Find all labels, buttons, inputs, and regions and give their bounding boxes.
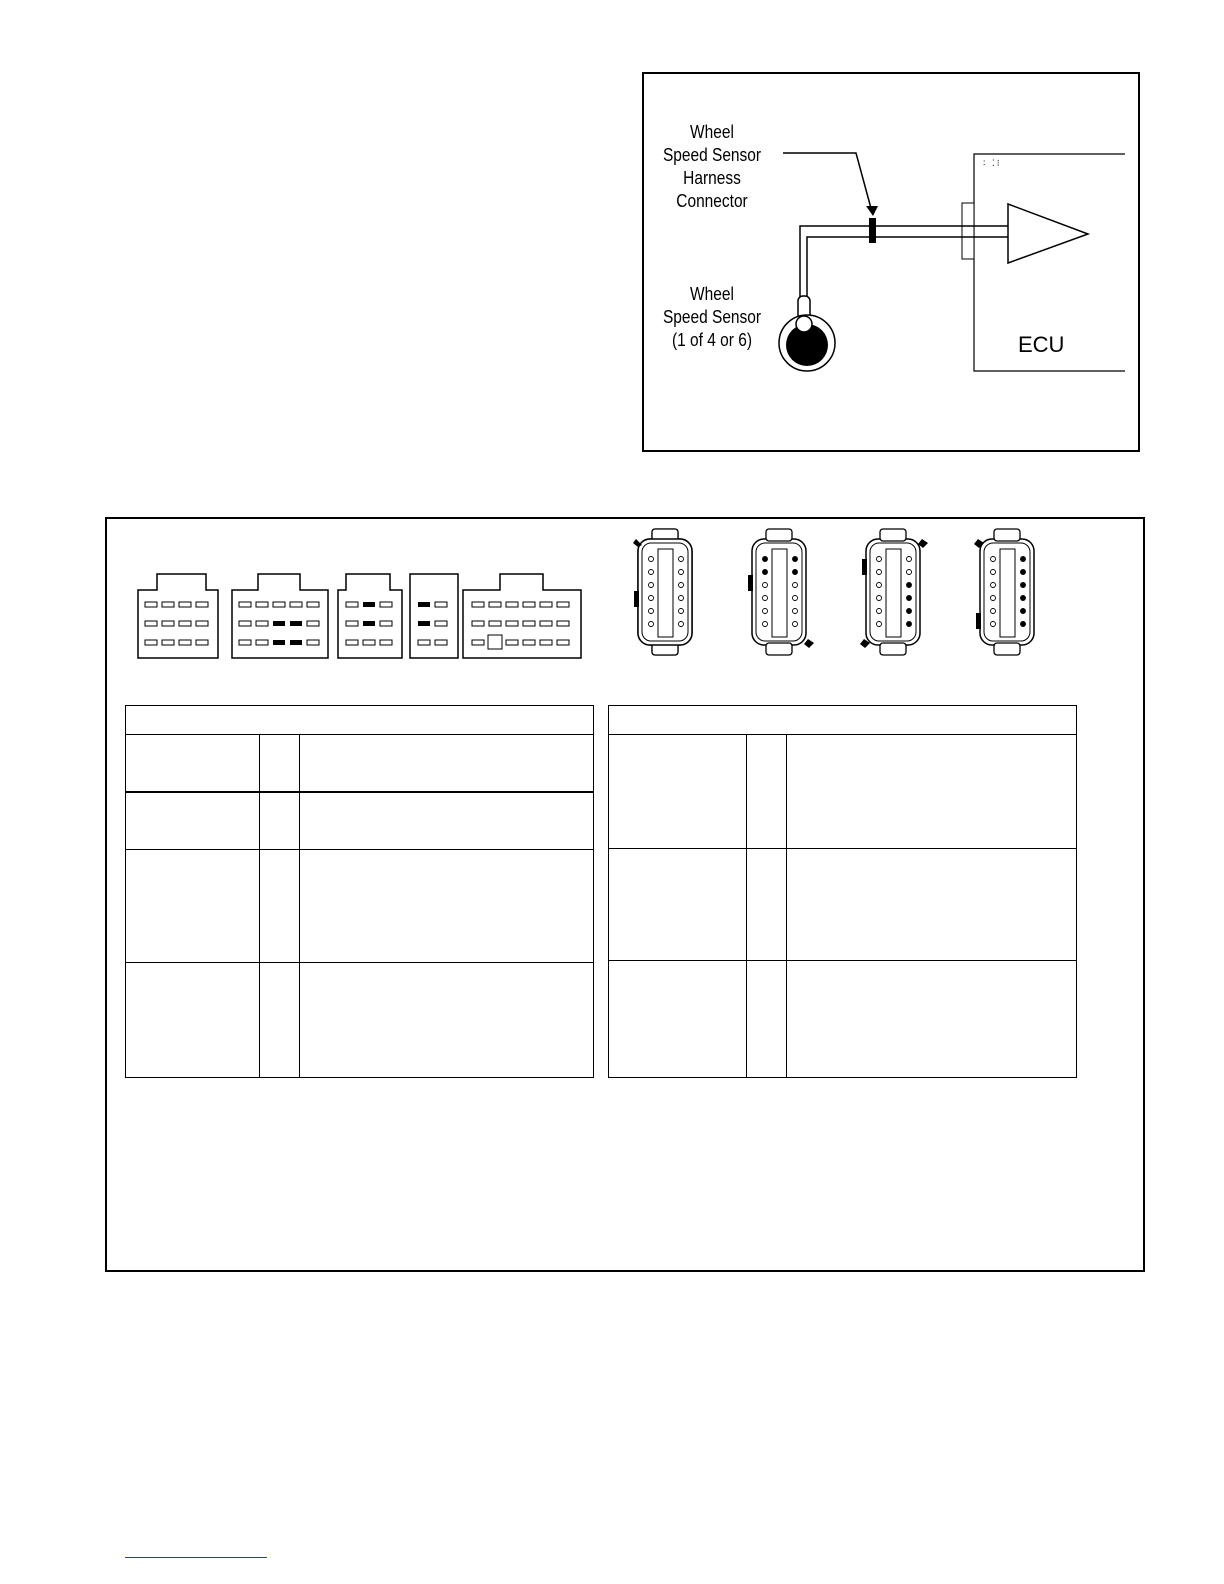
sensor-tip xyxy=(796,316,812,332)
frame-ecu-connectors-graphic xyxy=(630,525,1060,665)
table-header-row xyxy=(609,706,1077,735)
frame-ecu-pin-table xyxy=(608,705,1077,1078)
amplifier-icon xyxy=(1008,204,1088,263)
connector-x3 xyxy=(860,529,928,655)
footer-rule xyxy=(125,1557,267,1558)
connector-x4 xyxy=(974,529,1034,655)
table-row xyxy=(609,961,1077,1078)
harness-connector-mark xyxy=(869,218,876,243)
table-row xyxy=(126,735,594,793)
table-row xyxy=(609,849,1077,961)
callout-line-2: Speed Sensor xyxy=(662,145,762,165)
leader-arrowhead xyxy=(866,206,878,216)
table-row xyxy=(609,735,1077,849)
callout-line-1: Wheel xyxy=(690,284,734,304)
ecu-pin-marks: ∶ ⁚⁝ xyxy=(983,158,1002,168)
callout-line-1: Wheel xyxy=(690,122,734,142)
connector-leader-line xyxy=(783,153,872,212)
callout-line-3: Harness xyxy=(683,168,741,188)
cab-ecu-pin-table xyxy=(125,705,594,1078)
table-row xyxy=(126,850,594,963)
table-row xyxy=(126,792,594,850)
harness-wire-b xyxy=(807,237,1008,297)
callout-line-4: Connector xyxy=(676,191,748,211)
table-row xyxy=(126,963,594,1078)
connector-housing-4 xyxy=(410,574,458,658)
table-header-row xyxy=(126,706,594,735)
callout-line-2: Speed Sensor xyxy=(662,307,762,327)
callout-line-3: (1 of 4 or 6) xyxy=(671,330,753,350)
connector-x1 xyxy=(633,529,692,655)
cab-ecu-connectors-graphic xyxy=(130,568,590,663)
wiring-diagram-graphic xyxy=(0,0,1224,470)
connector-x2 xyxy=(748,529,814,655)
ecu-label: ECU xyxy=(1018,332,1065,357)
ecu-input-block xyxy=(962,203,974,259)
